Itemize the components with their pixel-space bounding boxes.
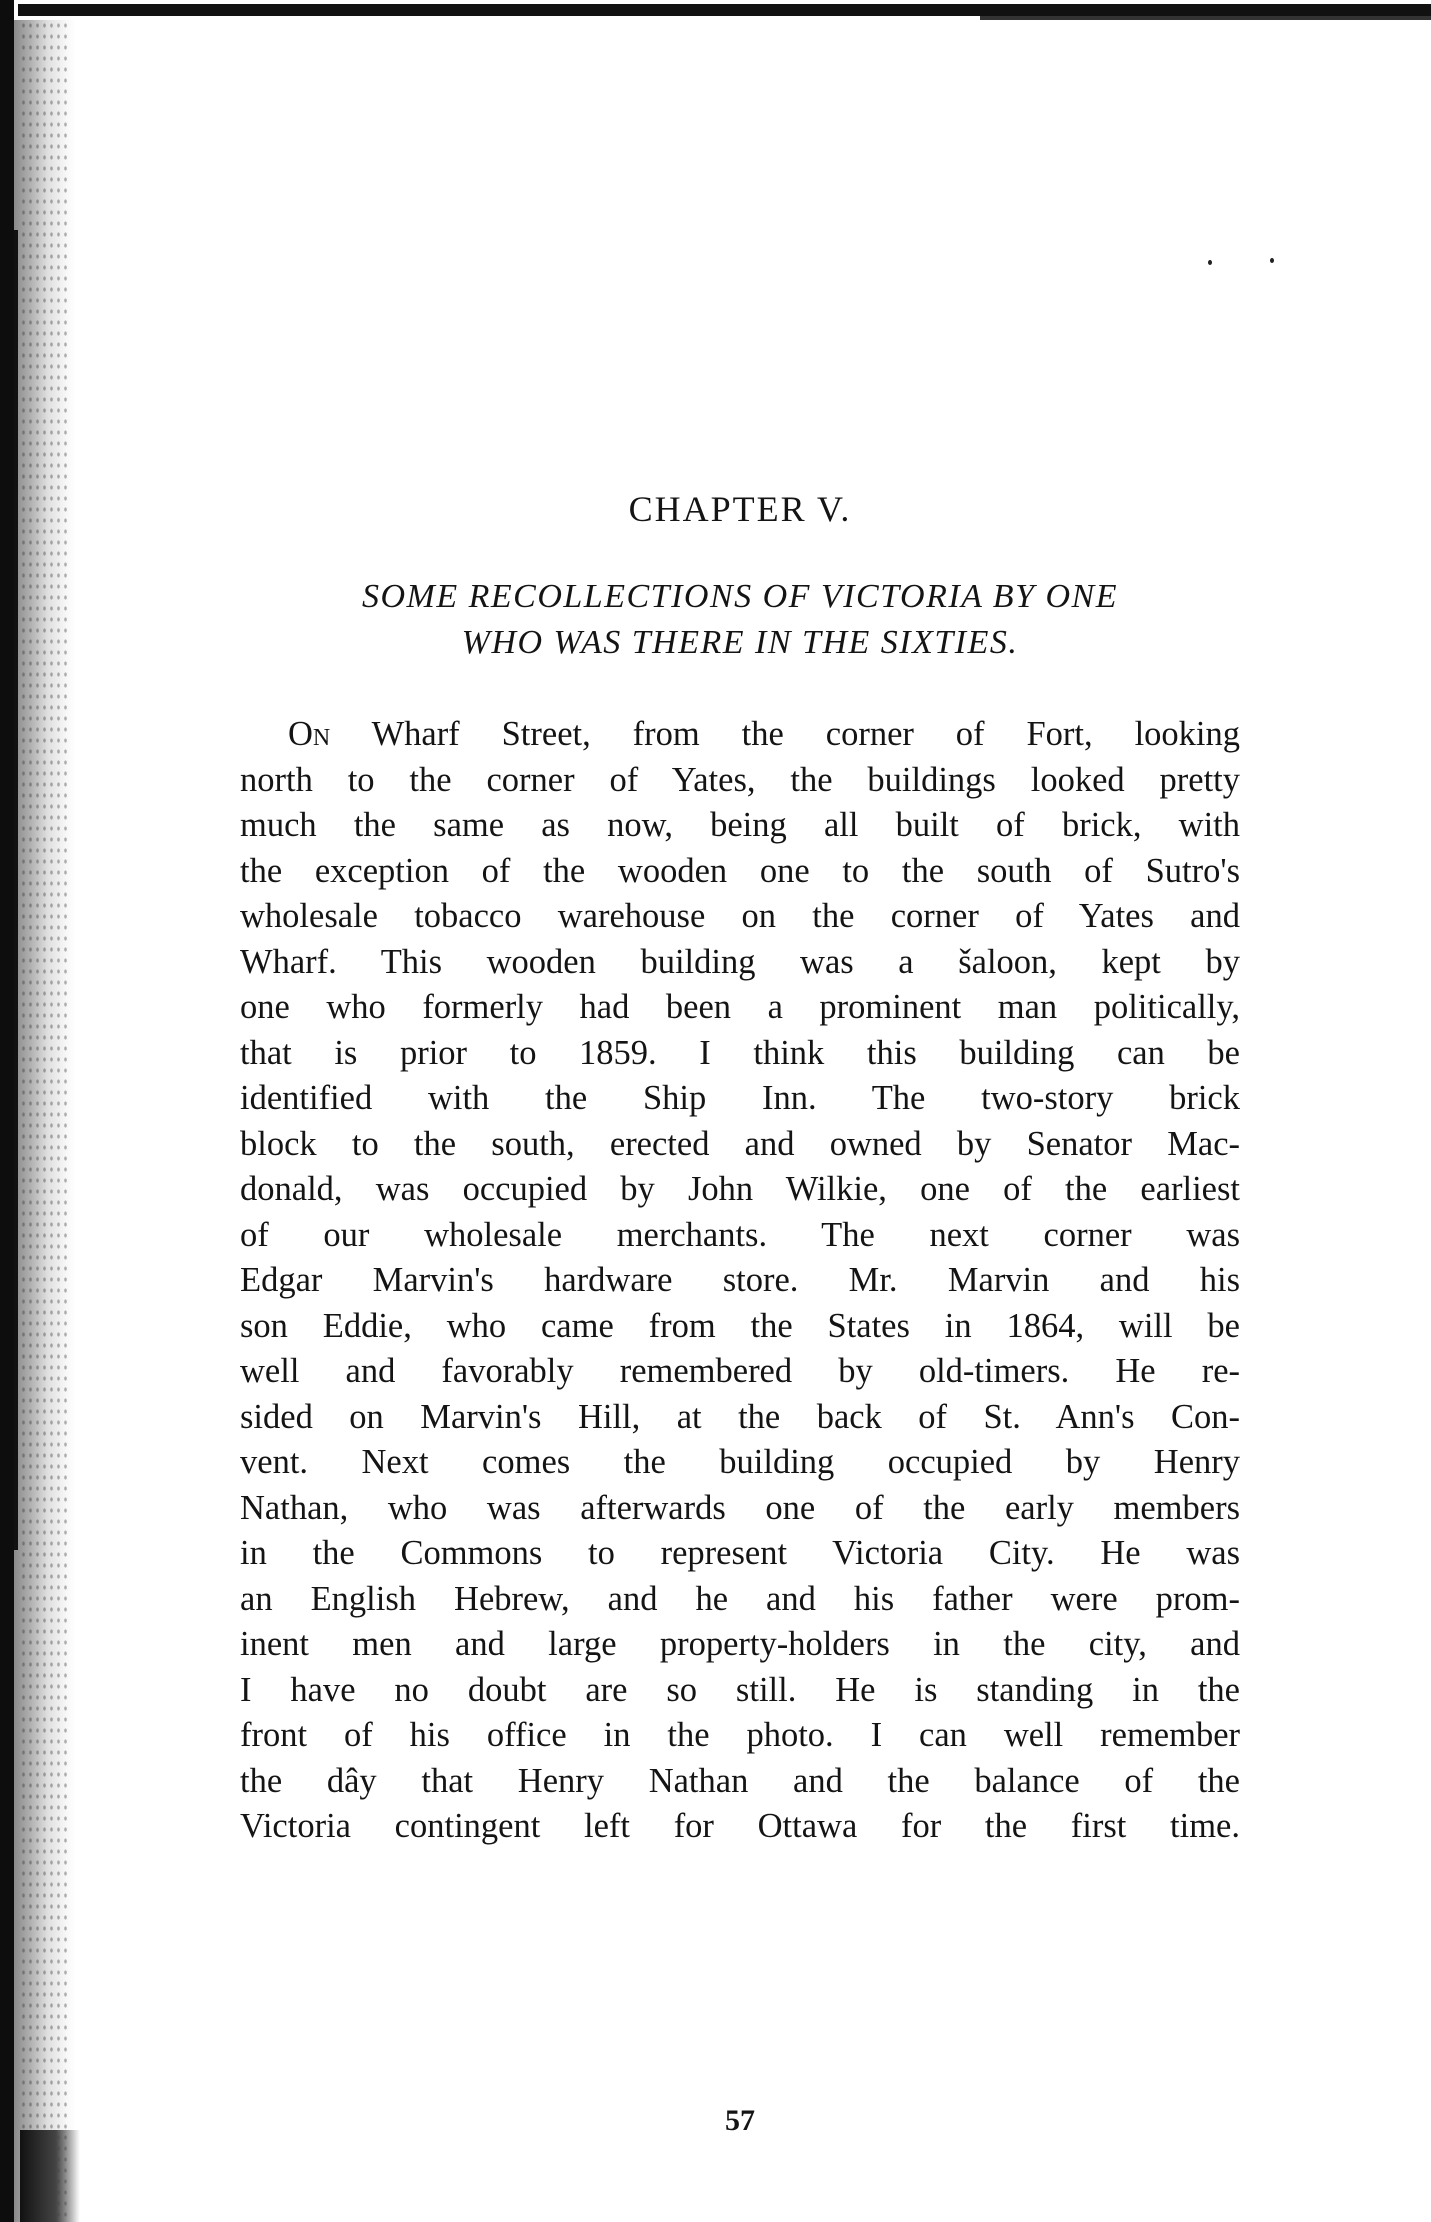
body-line: Victoria contingent left for Ottawa for the first time. bbox=[240, 1807, 1240, 1845]
drop-word: On bbox=[288, 715, 331, 753]
body-line: Edgar Marvin's hardware store. Mr. Marvin and his bbox=[240, 1261, 1240, 1299]
body-line: Nathan, who was afterwards one of the early members bbox=[240, 1488, 1240, 1527]
body-line: much the same as now, being all built of brick, with bbox=[240, 806, 1240, 844]
chapter-heading: CHAPTER V. bbox=[628, 489, 852, 529]
body-line: inent men and large property-holders in the city, and bbox=[240, 1625, 1240, 1663]
body-line-text: Wharf Street, from the corner of Fort, looking bbox=[330, 715, 1240, 753]
body-line: Wharf. This wooden building was a šaloon, kept by bbox=[240, 942, 1240, 981]
body-line: well and favorably remembered by old-timers. He re- bbox=[240, 1352, 1240, 1390]
body-line: wholesale tobacco warehouse on the corner of Yates and bbox=[240, 897, 1240, 935]
top-page-edge bbox=[18, 4, 1431, 16]
body-line: block to the south, erected and owned by Senator Mac- bbox=[240, 1124, 1240, 1163]
gutter-edge-line bbox=[14, 230, 18, 1550]
body-line: sided on Marvin's Hill, at the back of St. Ann's Con- bbox=[240, 1397, 1240, 1436]
body-line: vent. Next comes the building occupied by Henry bbox=[240, 1443, 1240, 1481]
chapter-subtitle-line: SOME RECOLLECTIONS OF VICTORIA BY ONE bbox=[361, 578, 1118, 615]
scan-dust bbox=[1208, 260, 1212, 265]
body-paragraph bbox=[240, 712, 1240, 1850]
scan-speckle bbox=[20, 20, 70, 2222]
body-line: in the Commons to represent Victoria City. He was bbox=[240, 1534, 1240, 1572]
body-line: front of his office in the photo. I can well remember bbox=[240, 1716, 1240, 1754]
body-line: the exception of the wooden one to the south of Sutro's bbox=[240, 851, 1240, 890]
page-number: 57 bbox=[725, 2104, 755, 2137]
body-line bbox=[240, 712, 1240, 758]
book-spine-shadow bbox=[0, 0, 14, 2222]
chapter-subtitle bbox=[240, 574, 1240, 666]
body-line: donald, was occupied by John Wilkie, one of the earliest bbox=[240, 1170, 1240, 1208]
top-page-edge-thin bbox=[980, 16, 1431, 20]
body-line: son Eddie, who came from the States in 1864, will be bbox=[240, 1306, 1240, 1345]
body-line: the dây that Henry Nathan and the balance of the bbox=[240, 1761, 1240, 1800]
body-line: north to the corner of Yates, the buildings looked pretty bbox=[240, 760, 1240, 799]
body-line: of our wholesale merchants. The next corner was bbox=[240, 1215, 1240, 1254]
body-line: an English Hebrew, and he and his father were prom- bbox=[240, 1579, 1240, 1618]
body-line: identified with the Ship Inn. The two-story brick bbox=[240, 1079, 1240, 1117]
scan-corner-mark bbox=[20, 2130, 80, 2222]
body-line: I have no doubt are so still. He is standing in the bbox=[240, 1670, 1240, 1709]
scan-dust bbox=[1270, 258, 1274, 263]
body-line: that is prior to 1859. I think this building can be bbox=[240, 1033, 1240, 1072]
body-line: one who formerly had been a prominent man politically, bbox=[240, 988, 1240, 1026]
chapter-subtitle-line: WHO WAS THERE IN THE SIXTIES. bbox=[461, 624, 1019, 661]
